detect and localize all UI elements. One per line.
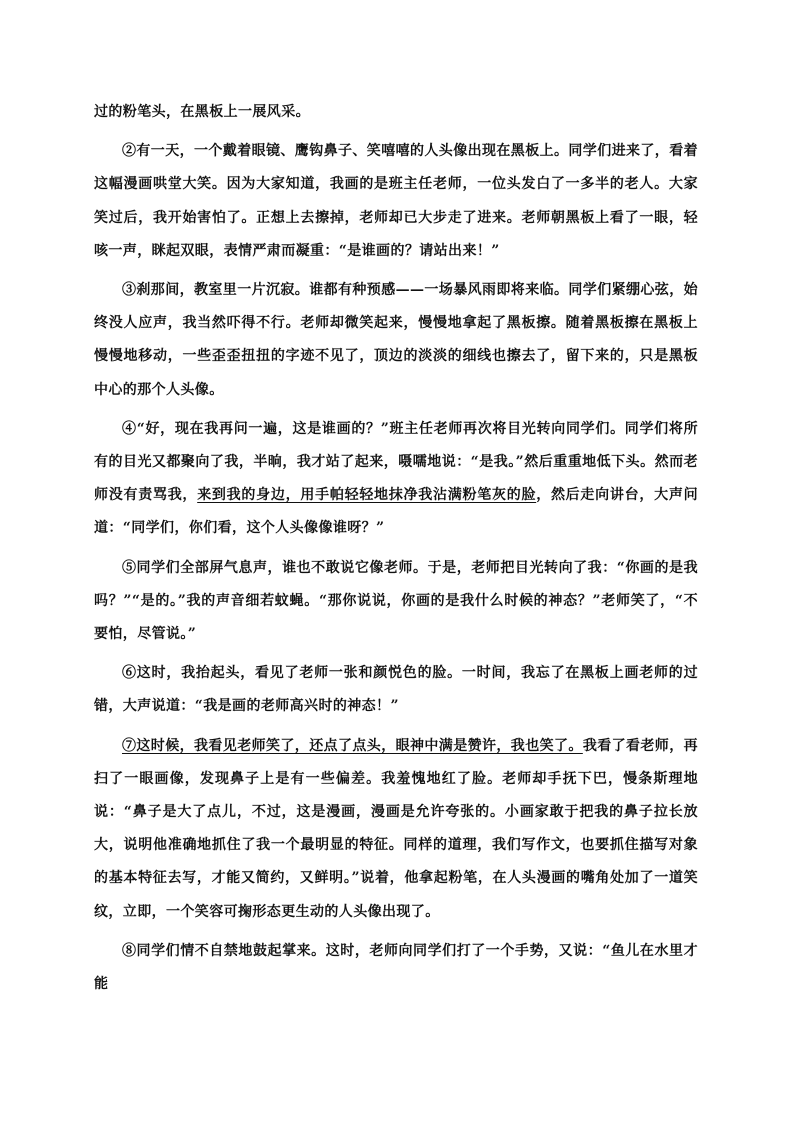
paragraph-5: ⑤同学们全部屏气息声，谁也不敢说它像老师。于是，老师把目光转向了我：“你画的是我吗？”“是的。”我的声音细若蚊蝇。“那你说说，你画的是我什么时候的神态？”老师笑了，“不要怕，尽管说。” bbox=[94, 559, 698, 643]
paragraph-4-text-after: ，然后走向讲台，大声问道：“同学们，你们看，这个人头像像谁呀？” bbox=[94, 487, 698, 537]
paragraph-7 bbox=[94, 730, 698, 929]
paragraph-1-continuation: 过的粉笔头，在黑板上一展风采。 bbox=[94, 104, 310, 120]
paragraph-4-underlined-text: 来到我的身边，用手帕轻轻地抹净我沾满粉笔灰的脸 bbox=[197, 487, 537, 504]
document-page bbox=[94, 96, 698, 1007]
paragraph-7-text-after: 我看了看老师，再扫了一眼画像，发现鼻子上是有一些偏差。我羞愧地红了脸。老师却手抚下巴，慢条斯理地说：“鼻子是大了点儿，不过，这是漫画，漫画是允许夸张的。小画家敢于把我的鼻子拉长放大，说明他准确地抓住了我一个最明显的特征。同样的道理，我们写作文，也要抓住描写对象的基本特征去写，才能又简约，又鲜明。”说着，他拿起粉笔，在人头漫画的嘴角处加了一道笑纹，立即，一个笑容可掬形态更生动的人头像出现了。 bbox=[94, 737, 699, 920]
paragraph-2: ②有一天，一个戴着眼镜、鹰钩鼻子、笑嘻嘻的人头像出现在黑板上。同学们进来了，看着这幅漫画哄堂大笑。因为大家知道，我画的是班主任老师，一位头发白了一多半的老人。大家笑过后，我开始害怕了。正想上去擦掉，老师却已大步走了进来。老师朝黑板上看了一眼，轻咳一声，眯起双眼，表情严肃而凝重：“是谁画的？请站出来！” bbox=[94, 143, 698, 259]
paragraph-8: ⑧同学们情不自禁地鼓起掌来。这时，老师向同学们打了一个手势，又说：“鱼儿在水里才能 bbox=[94, 942, 698, 993]
paragraph-4 bbox=[94, 413, 698, 546]
paragraph-7-underlined-text: ⑦这时候，我看见老师笑了，还点了点头，眼神中满是赞许，我也笑了。 bbox=[122, 737, 583, 754]
paragraph-3: ③刹那间，教室里一片沉寂。谁都有种预感——一场暴风雨即将来临。同学们紧绷心弦，始终没人应声，我当然吓得不行。老师却微笑起来，慢慢地拿起了黑板擦。随着黑板擦在黑板上慢慢地移动，一些歪歪扭扭的字迹不见了，顶边的淡淡的细线也擦去了，留下来的，只是黑板中心的那个人头像。 bbox=[94, 282, 698, 398]
paragraph-6: ⑥这时，我抬起头，看见了老师一张和颜悦色的脸。一时间，我忘了在黑板上画老师的过错，大声说道：“我是画的老师高兴时的神态！” bbox=[94, 665, 698, 715]
paragraph-4-text-before: ④“好，现在我再问一遍，这是谁画的？”班主任老师再次将目光转向同学们。同学们将所有的目光又都聚向了我，半晌，我才站了起来，嗫嚅地说：“是我。”然后重重地低下头。然而老师没有责骂我， bbox=[94, 420, 698, 504]
